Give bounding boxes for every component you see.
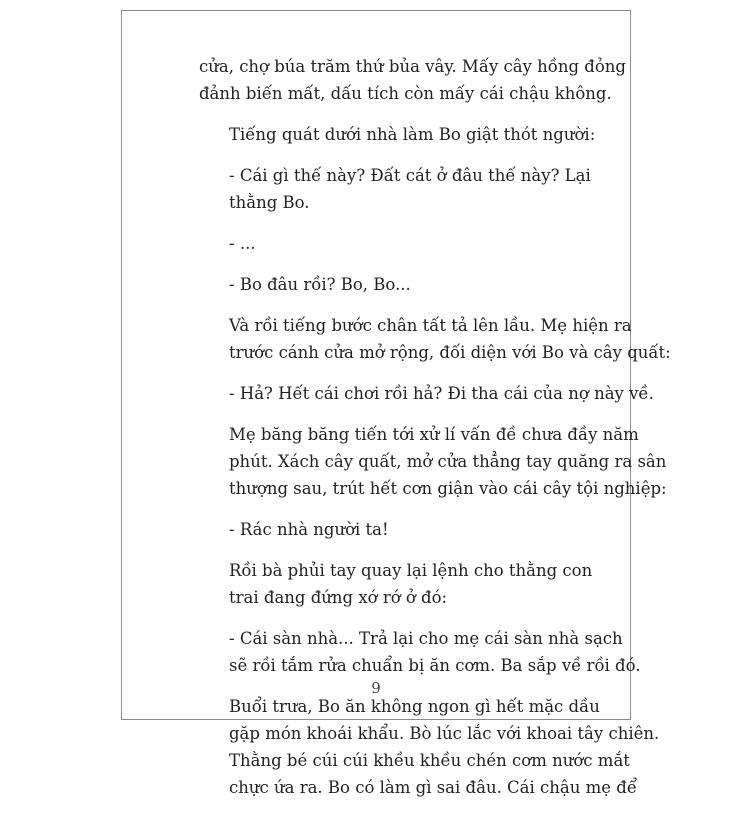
text-line: - Cái sàn nhà... Trả lại cho mẹ cái sàn nhà sạch	[229, 629, 623, 648]
text-line: chực ứa ra. Bo có làm gì sai đâu. Cái chậu mẹ để	[229, 778, 637, 797]
text-line: thượng sau, trút hết cơn giận vào cái cây tội nghiệp:	[229, 479, 667, 498]
paragraph	[199, 625, 641, 679]
paragraph	[199, 162, 591, 216]
text-line: - Cái gì thế này? Đất cát ở đâu thế này? Lại	[229, 166, 591, 185]
text-line: gặp món khoái khẩu. Bò lúc lắc với khoai tây chiên.	[229, 724, 660, 743]
paragraph	[199, 271, 563, 298]
text-line: cửa, chợ búa trăm thứ bủa vây. Mấy cây hồng đỏng	[199, 57, 626, 76]
paragraph	[199, 516, 563, 543]
text-line: Buổi trưa, Bo ăn không ngon gì hết mặc dầu	[229, 697, 600, 716]
paragraph	[199, 557, 593, 611]
text-line: - Bo đâu rồi? Bo, Bo...	[229, 275, 411, 294]
paragraph	[199, 693, 660, 801]
body-text	[199, 53, 671, 815]
text-line: - Hả? Hết cái chơi rồi hả? Đi tha cái của nợ này về.	[229, 384, 654, 403]
paragraph	[199, 121, 596, 148]
text-line: phút. Xách cây quất, mở cửa thẳng tay quăng ra sân	[229, 452, 667, 471]
paragraph	[199, 230, 563, 257]
text-line: Thằng bé cúi cúi khều khều chén cơm nước mắt	[229, 751, 630, 770]
text-line: đảnh biến mất, dấu tích còn mấy cái chậu không.	[199, 84, 612, 103]
text-line: Rồi bà phủi tay quay lại lệnh cho thằng con	[229, 561, 593, 580]
paragraph	[199, 421, 667, 502]
text-line: trai đang đứng xớ rớ ở đó:	[229, 588, 448, 607]
text-line: sẽ rồi tắm rửa chuẩn bị ăn cơm. Ba sắp về rồi đó.	[229, 656, 641, 675]
text-line: Mẹ băng băng tiến tới xử lí vấn đề chưa đầy năm	[229, 425, 639, 444]
text-line: - Rác nhà người ta!	[229, 520, 389, 539]
text-line: thằng Bo.	[229, 193, 310, 212]
paragraph	[199, 380, 654, 407]
book-page	[121, 10, 671, 797]
paragraph	[199, 53, 626, 107]
text-line: - ...	[229, 234, 256, 253]
page-number: 9	[371, 679, 381, 697]
paragraph	[199, 312, 671, 366]
text-line: Tiếng quát dưới nhà làm Bo giật thót người:	[229, 125, 596, 144]
text-line: Và rồi tiếng bước chân tất tả lên lầu. Mẹ hiện ra	[229, 316, 632, 335]
text-line: trước cánh cửa mở rộng, đối diện với Bo và cây quất:	[229, 343, 671, 362]
